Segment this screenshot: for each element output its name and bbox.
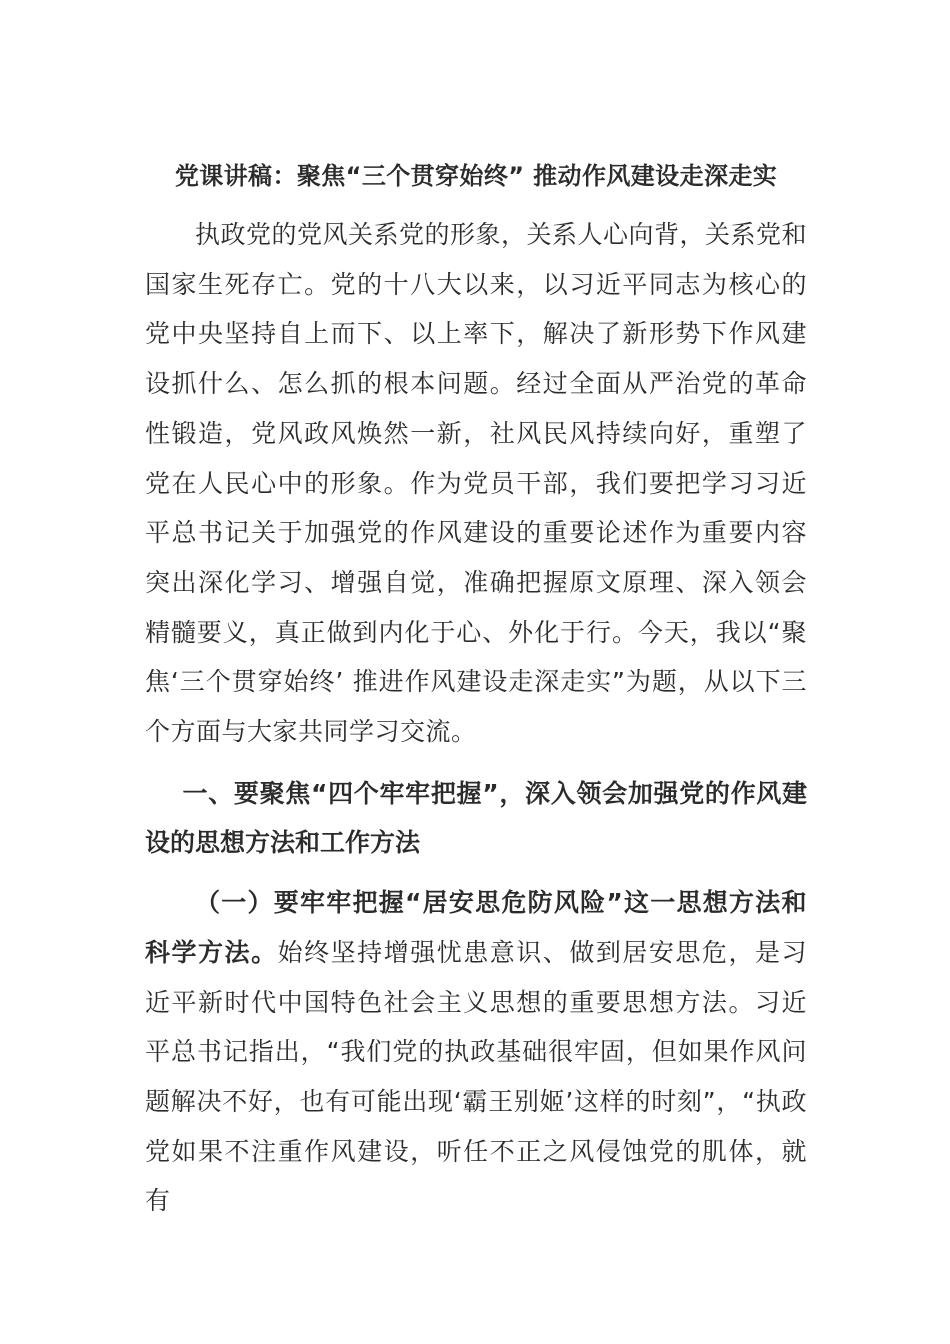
document-title: 党课讲稿：聚焦“三个贯穿始终” 推动作风建设走深走实 <box>174 162 778 190</box>
subsection-1-paragraph <box>145 878 807 1226</box>
subsection-1-body: 始终坚持增强忧患意识、做到居安思危，是习近平新时代中国特色社会主义思想的重要思想方法。习近平总书记指出，“我们党的执政基础很牢固，但如果作风问题解决不好，也有可能出现‘霸王别姬’这样的时刻”，“执政党如果不注重作风建设，听任不正之风侵蚀党的肌体，就有 <box>145 937 807 1216</box>
section-1-heading: 一、要聚焦“四个牢牢把握”，深入领会加强党的作风建设的思想方法和工作方法 <box>145 778 807 858</box>
subsection-1-lead: （一）要牢牢把握“居安思危防风险”这一思想方法和科学方法。 <box>145 888 807 967</box>
document-body <box>145 150 807 1226</box>
intro-paragraph: 执政党的党风关系党的形象，关系人心向背，关系党和国家生死存亡。党的十八大以来，以习近平同志为核心的党中央坚持自上而下、以上率下，解决了新形势下作风建设抓什么、怎么抓的根本问题。经过全面从严治党的革命性锻造，党风政风焕然一新，社风民风持续向好，重塑了党在人民心中的形象。作为党员干部，我们要把学习习近平总书记关于加强党的作风建设的重要论述作为重要内容突出深化学习、增强自觉，准确把握原文原理、深入领会精髓要义，真正做到内化于心、外化于行。今天，我以“聚焦‘三个贯穿始终’ 推进作风建设走深走实”为题，从以下三个方面与大家共同学习交流。 <box>145 220 808 747</box>
